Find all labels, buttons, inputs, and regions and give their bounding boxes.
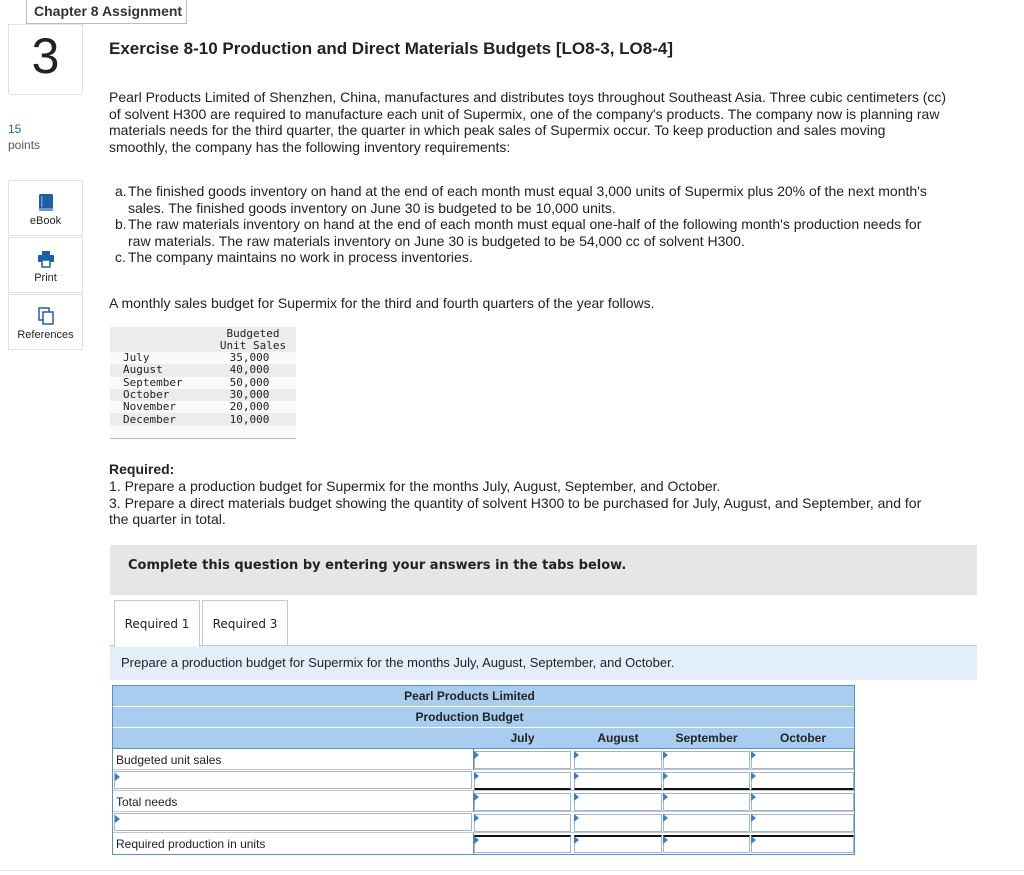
prompt-bar: Prepare a production budget for Supermix for the months July, August, September, and October. xyxy=(110,646,977,680)
print-button[interactable] xyxy=(8,237,83,293)
table-row xyxy=(113,791,854,812)
table-row: August 40,000 xyxy=(123,363,270,377)
table-row xyxy=(113,770,854,791)
column-header-july: July xyxy=(510,731,535,745)
august-total-needs-input[interactable] xyxy=(574,793,662,811)
tab-required-1[interactable]: Required 1 xyxy=(114,600,200,647)
requirement-line: The raw materials inventory on hand at the end of each month must equal one-half of the following month's production needs for xyxy=(128,216,922,232)
exercise-title: Exercise 8-10 Production and Direct Materials Budgets [LO8-3, LO8-4] xyxy=(109,39,673,58)
requirement-a xyxy=(115,183,975,216)
september-required-production-input[interactable] xyxy=(663,835,750,853)
august-required-production-input[interactable] xyxy=(574,835,662,853)
references-button[interactable] xyxy=(8,294,83,350)
october-budgeted-sales-input[interactable] xyxy=(751,751,854,769)
table-row xyxy=(113,812,854,833)
table-row: September 50,000 xyxy=(123,375,270,389)
budget-company: Pearl Products Limited xyxy=(113,686,854,707)
sales-budget-table xyxy=(110,327,296,439)
sales-intro: A monthly sales budget for Supermix for the third and fourth quarters of the year follows. xyxy=(109,295,655,311)
book-icon xyxy=(9,193,82,213)
requirement-line: The finished goods inventory on hand at the end of each month must equal 3,000 units of Supermix plus 20% of the next month's xyxy=(128,183,927,199)
july-budgeted-sales-input[interactable] xyxy=(474,751,571,769)
september-input[interactable] xyxy=(663,772,750,790)
july-required-production-input[interactable] xyxy=(474,835,571,853)
required-heading: Required: xyxy=(109,461,175,477)
table-row: December 10,000 xyxy=(123,412,270,426)
october-total-needs-input[interactable] xyxy=(751,793,854,811)
requirement-b xyxy=(115,216,975,249)
budget-title: Production Budget xyxy=(113,707,854,728)
july-input[interactable] xyxy=(474,814,571,832)
requirement-line: sales. The finished goods inventory on June 30 is budgeted to be 10,000 units. xyxy=(128,199,616,216)
requirement-line: raw materials. The raw materials inventory on June 30 is budgeted to be 54,000 cc of solvent H300. xyxy=(128,232,745,249)
requirement-line: The company maintains no work in process inventories. xyxy=(128,249,473,265)
row-label-input[interactable] xyxy=(114,813,472,831)
row-label: Total needs xyxy=(113,791,474,812)
september-total-needs-input[interactable] xyxy=(663,793,750,811)
tab-required-3[interactable]: Required 3 xyxy=(202,600,288,646)
intro-line: Pearl Products Limited of Shenzhen, China, manufactures and distributes toys throughout Southeast Asia. Three cubic centimeters (cc) xyxy=(109,89,947,105)
table-row: November 20,000 xyxy=(123,400,270,414)
references-icon xyxy=(9,307,82,327)
ebook-button[interactable] xyxy=(8,180,83,236)
august-budgeted-sales-input[interactable] xyxy=(574,751,662,769)
required-3-text: the quarter in total. xyxy=(109,511,226,527)
required-1-text: 1. Prepare a production budget for Supermix for the months July, August, September, and October. xyxy=(109,478,721,494)
september-input[interactable] xyxy=(663,814,750,832)
september-budgeted-sales-input[interactable] xyxy=(663,751,750,769)
sales-table-header: Budgeted Unit Sales xyxy=(219,327,287,353)
ebook-label: eBook xyxy=(29,215,62,227)
october-required-production-input[interactable] xyxy=(751,835,854,853)
table-row: July 35,000 xyxy=(123,351,270,364)
july-total-needs-input[interactable] xyxy=(474,793,571,811)
question-number: 3 xyxy=(8,24,83,95)
july-input[interactable] xyxy=(474,772,571,790)
row-label: Required production in units xyxy=(113,833,474,854)
points-label: points xyxy=(8,138,41,152)
intro-line: materials needs for the third quarter, the quarter in which peak sales of Supermix occur. To keep production and sales moving xyxy=(109,122,886,138)
august-input[interactable] xyxy=(574,814,662,832)
table-row xyxy=(113,833,854,854)
intro-line: of solvent H300 are required to manufacture each unit of Supermix, one of the company's products. The company now is planning raw xyxy=(109,105,940,122)
instruction-banner: Complete this question by entering your answers in the tabs below. xyxy=(110,545,977,595)
october-input[interactable] xyxy=(751,814,854,832)
budget-header-row xyxy=(113,728,854,749)
required-3-text: 3. Prepare a direct materials budget showing the quantity of solvent H300 to be purchased for July, August, and September, and for xyxy=(109,494,922,511)
table-row: October 30,000 xyxy=(123,387,270,401)
august-input[interactable] xyxy=(574,772,662,790)
print-label: Print xyxy=(34,272,57,284)
printer-icon xyxy=(9,250,82,270)
table-row xyxy=(113,749,854,770)
requirement-letter: b. xyxy=(115,216,127,232)
production-budget-table xyxy=(112,685,855,855)
row-label: Budgeted unit sales xyxy=(113,749,474,770)
column-header-august: August xyxy=(597,731,639,745)
references-label: References xyxy=(17,329,74,341)
requirement-c xyxy=(115,249,975,266)
intro-line: smoothly, the company has the following inventory requirements: xyxy=(109,138,511,155)
october-input[interactable] xyxy=(751,772,854,790)
column-header-october: October xyxy=(779,731,826,745)
requirement-letter: c. xyxy=(115,249,126,265)
points-value: 15 xyxy=(8,122,22,136)
chapter-tab[interactable]: Chapter 8 Assignment xyxy=(26,0,187,24)
requirement-letter: a. xyxy=(115,183,127,199)
row-label-input[interactable] xyxy=(114,771,472,789)
column-header-september: September xyxy=(675,731,738,745)
